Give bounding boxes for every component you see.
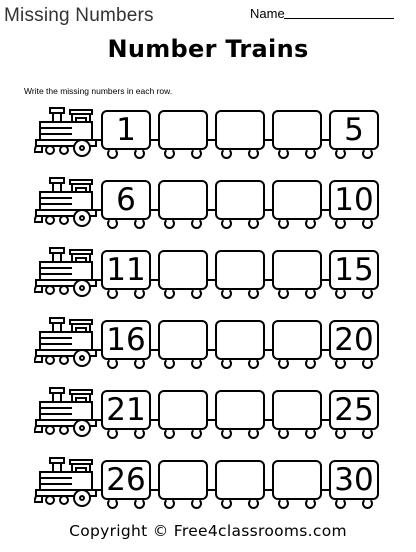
blank-number-car[interactable] — [215, 110, 265, 150]
train-coupler — [150, 349, 158, 351]
train-engine-icon — [34, 316, 98, 370]
blank-number-car[interactable] — [272, 250, 322, 290]
train-coupler — [321, 419, 329, 421]
train-coupler — [207, 209, 215, 211]
blank-number-car[interactable] — [215, 390, 265, 430]
blank-number-car[interactable] — [272, 110, 322, 150]
train-row — [0, 244, 416, 302]
number-car: 25 — [329, 390, 379, 430]
train-coupler — [264, 489, 272, 491]
blank-number-car[interactable] — [158, 390, 208, 430]
train-engine-icon — [34, 456, 98, 510]
number-car: 6 — [101, 180, 151, 220]
train-coupler — [150, 419, 158, 421]
number-car: 20 — [329, 320, 379, 360]
train-coupler — [321, 489, 329, 491]
train-row — [0, 174, 416, 232]
instructions-text: Write the missing numbers in each row. — [24, 86, 173, 96]
train-engine-icon — [34, 246, 98, 300]
blank-number-car[interactable] — [158, 460, 208, 500]
number-car: 10 — [329, 180, 379, 220]
train-coupler — [264, 279, 272, 281]
blank-number-car[interactable] — [215, 460, 265, 500]
train-coupler — [207, 279, 215, 281]
train-coupler — [207, 419, 215, 421]
blank-number-car[interactable] — [272, 320, 322, 360]
blank-number-car[interactable] — [215, 320, 265, 360]
copyright-footer: Copyright © Free4classrooms.com — [69, 522, 347, 540]
train-coupler — [321, 209, 329, 211]
blank-number-car[interactable] — [158, 250, 208, 290]
name-label: Name — [250, 6, 285, 21]
train-engine-icon — [34, 176, 98, 230]
train-row — [0, 454, 416, 512]
train-coupler — [264, 139, 272, 141]
train-coupler — [321, 349, 329, 351]
blank-number-car[interactable] — [272, 460, 322, 500]
number-car: 11 — [101, 250, 151, 290]
name-line — [284, 18, 394, 19]
train-coupler — [264, 209, 272, 211]
blank-number-car[interactable] — [215, 180, 265, 220]
train-coupler — [207, 489, 215, 491]
blank-number-car[interactable] — [215, 250, 265, 290]
number-car: 26 — [101, 460, 151, 500]
number-car: 15 — [329, 250, 379, 290]
train-coupler — [150, 489, 158, 491]
train-row — [0, 384, 416, 442]
number-car: 5 — [329, 110, 379, 150]
number-car: 30 — [329, 460, 379, 500]
number-car: 21 — [101, 390, 151, 430]
blank-number-car[interactable] — [158, 320, 208, 360]
train-coupler — [150, 139, 158, 141]
page-title: Number Trains — [107, 35, 309, 63]
train-row — [0, 314, 416, 372]
train-coupler — [321, 279, 329, 281]
train-coupler — [264, 349, 272, 351]
blank-number-car[interactable] — [158, 110, 208, 150]
train-coupler — [264, 419, 272, 421]
blank-number-car[interactable] — [158, 180, 208, 220]
train-coupler — [321, 139, 329, 141]
number-car: 16 — [101, 320, 151, 360]
worksheet-category-label: Missing Numbers — [4, 5, 154, 26]
train-coupler — [150, 209, 158, 211]
train-coupler — [150, 279, 158, 281]
blank-number-car[interactable] — [272, 390, 322, 430]
train-engine-icon — [34, 386, 98, 440]
train-coupler — [207, 349, 215, 351]
train-engine-icon — [34, 106, 98, 160]
number-car: 1 — [101, 110, 151, 150]
train-row — [0, 104, 416, 162]
train-coupler — [207, 139, 215, 141]
blank-number-car[interactable] — [272, 180, 322, 220]
